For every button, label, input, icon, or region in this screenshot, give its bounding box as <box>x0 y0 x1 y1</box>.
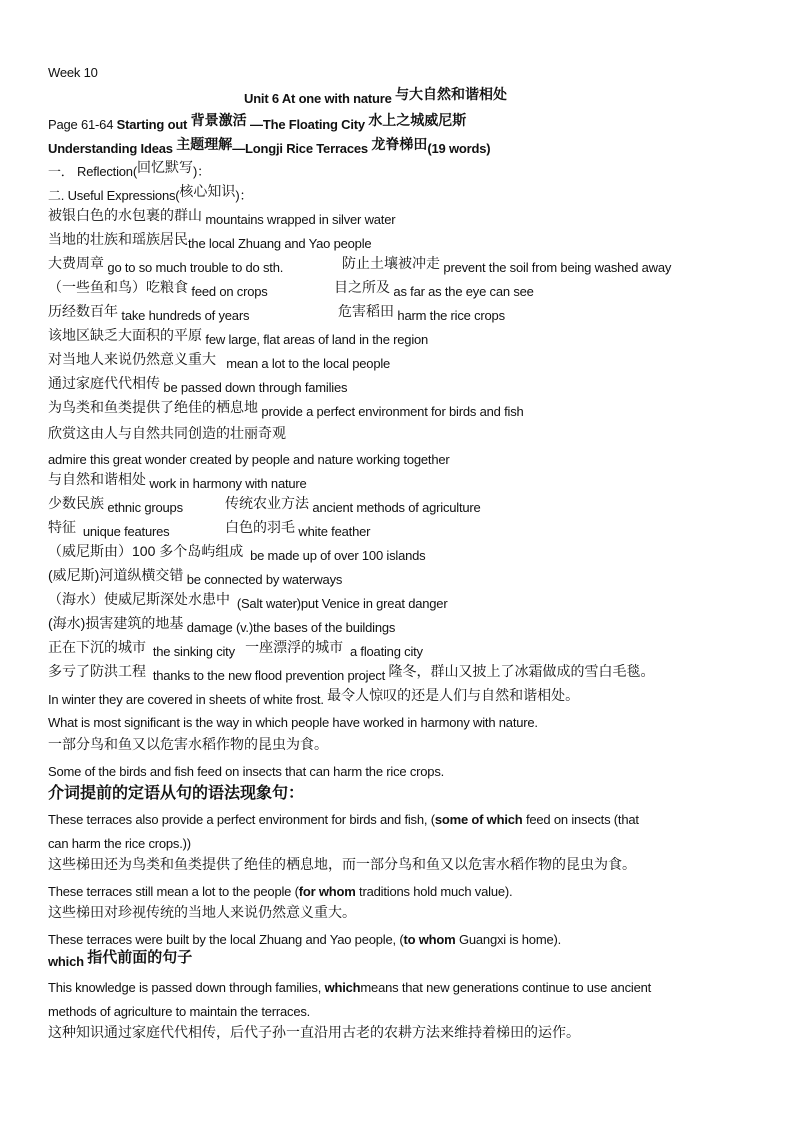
word-count: (19 words) <box>427 141 491 156</box>
expression <box>48 375 348 397</box>
g1-bold: some of which <box>434 812 523 827</box>
expr-en: unique features <box>82 524 170 539</box>
expr-en: harm the rice crops <box>397 308 505 323</box>
grammar-example <box>48 883 512 901</box>
terraces-en: —Longji Rice Terraces <box>232 141 368 156</box>
useful-heading <box>48 183 253 205</box>
expression <box>48 639 423 661</box>
grammar-example-cn: 这些梯田还为鸟类和鱼类提供了绝佳的栖息地，而一部分鸟和鱼又以危害水稻作物的昆虫为食。 <box>48 856 636 872</box>
g1-c: feed on insects (that <box>522 812 639 827</box>
expr-cn: 历经数百年 <box>48 303 118 319</box>
expr-cn: 与自然和谐相处 <box>48 471 146 487</box>
page-line <box>48 112 467 134</box>
expression <box>338 303 505 325</box>
g2-bold: for whom <box>298 884 356 899</box>
g1-a: These terraces also provide a perfect environment for birds and fish, ( <box>48 812 435 827</box>
unit-title <box>244 86 508 108</box>
expr-cn: 正在下沉的城市 <box>48 639 146 655</box>
reflection-a: 一． Reflection( <box>48 164 137 179</box>
page-range: Page 61-64 <box>48 117 114 132</box>
unit-title-cn: 与大自然和谐相处 <box>395 86 508 102</box>
expression <box>48 615 396 637</box>
week-label: Week 10 <box>48 65 98 80</box>
starting-out-cn: 背景激活 <box>190 112 247 128</box>
expression-cn-only: 欣赏这由人与自然共同创造的壮丽奇观 <box>48 425 286 441</box>
grammar-example-cn: 这种知识通过家庭代代相传，后代子孙一直沿用古老的农耕方法来维持着梯田的运作。 <box>48 1024 580 1040</box>
sentence-cn: 最令人惊叹的还是人们与自然和谐相处。 <box>327 687 580 703</box>
which-cn: 指代前面的句子 <box>87 949 193 966</box>
expr-en: ethnic groups <box>107 500 183 515</box>
expr-cn: （一些鱼和鸟）吃粮食 <box>48 279 188 295</box>
g3-bold: to whom <box>403 932 456 947</box>
expr-en: prevent the soil from being washed away <box>443 260 672 275</box>
floating-city-cn: 水上之城威尼斯 <box>368 112 467 128</box>
expr-cn: (威尼斯)河道纵横交错 <box>48 567 184 583</box>
expression <box>48 279 268 301</box>
expr-cn: （海水）使威尼斯深处水患中 <box>48 591 230 607</box>
expression <box>48 303 250 325</box>
expression <box>48 543 426 565</box>
expr-en: damage (v.)the bases of the buildings <box>186 620 396 635</box>
grammar-example <box>48 931 561 949</box>
expression <box>48 351 391 373</box>
expression <box>48 519 170 541</box>
expr-cn: 白色的羽毛 <box>225 519 295 535</box>
terraces-cn: 龙脊梯田 <box>371 136 428 152</box>
ideas-en: Understanding Ideas <box>48 141 173 156</box>
expression <box>225 519 371 541</box>
expr-cn: 对当地人来说仍然意义重大 <box>48 351 216 367</box>
expr-cn: (海水)损害建筑的地基 <box>48 615 184 631</box>
grammar-example-cn: 这些梯田对珍视传统的当地人来说仍然意义重大。 <box>48 904 356 920</box>
grammar-example-cont: methods of agriculture to maintain the terraces. <box>48 1004 311 1019</box>
expr-en: go to so much trouble to do sth. <box>107 260 284 275</box>
expr-cn: 多亏了防洪工程 <box>48 663 146 679</box>
expr-cn: 一座漂浮的城市 <box>245 639 344 655</box>
expr-en: provide a perfect environment for birds and fish <box>261 404 524 419</box>
which-en: which <box>48 954 84 969</box>
expr-en: feed on crops <box>191 284 268 299</box>
expr-en: white feather <box>298 524 371 539</box>
expression <box>48 495 183 517</box>
expr-en: a floating city <box>349 644 423 659</box>
ideas-cn: 主题理解 <box>176 136 233 152</box>
ideas-line <box>48 136 491 158</box>
expression <box>48 399 524 421</box>
expr-cn: 为鸟类和鱼类提供了绝佳的栖息地 <box>48 399 258 415</box>
reflection-b: 回忆默写 <box>136 159 193 175</box>
reflection-heading <box>48 159 210 181</box>
sentence-cn: 一部分鸟和鱼又以危害水稻作物的昆虫为食。 <box>48 736 328 752</box>
expr-en: thanks to the new flood prevention project <box>152 668 386 683</box>
expression-en-only: admire this great wonder created by people and nature working together <box>48 452 450 467</box>
expr-cn: 危害稻田 <box>338 303 394 319</box>
g4-a: This knowledge is passed down through families, <box>48 980 325 995</box>
grammar-example <box>48 979 651 997</box>
expr-en: be connected by waterways <box>186 572 343 587</box>
g2-c: traditions hold much value). <box>355 884 513 899</box>
g3-c: Guangxi is home). <box>455 932 562 947</box>
expression <box>342 255 672 277</box>
useful-a: 二. Useful Expressions( <box>48 188 180 203</box>
expr-cn: 大费周章 <box>48 255 104 271</box>
g4-bold: which <box>324 980 361 995</box>
which-heading <box>48 949 193 971</box>
expr-cn: 少数民族 <box>48 495 104 511</box>
expression <box>48 591 448 613</box>
useful-b: 核心知识 <box>179 183 236 199</box>
expr-en: as far as the eye can see <box>393 284 534 299</box>
expression <box>48 663 655 685</box>
sentence-en: What is most significant is the way in which people have worked in harmony with nature. <box>48 715 538 730</box>
expr-en: few large, flat areas of land in the region <box>205 332 429 347</box>
expr-cn: 该地区缺乏大面积的平原 <box>48 327 202 343</box>
expr-cn: 被银白色的水包裹的群山 <box>48 207 202 223</box>
reflection-c: )： <box>192 164 210 179</box>
expr-cn: 传统农业方法 <box>225 495 309 511</box>
sentence-en: In winter they are covered in sheets of white frost. <box>48 692 324 707</box>
expr-cn: （威尼斯由）100 多个岛屿组成 <box>48 543 244 559</box>
expr-cn: 目之所及 <box>334 279 390 295</box>
floating-city: —The Floating City <box>250 117 365 132</box>
expr-en: the sinking city <box>152 644 235 659</box>
expr-en: mountains wrapped in silver water <box>205 212 396 227</box>
expression <box>48 207 396 229</box>
expression <box>48 567 343 589</box>
unit-title-en: Unit 6 At one with nature <box>244 91 392 106</box>
g3-a: These terraces were built by the local Zhuang and Yao people, ( <box>48 932 404 947</box>
expr-en: mean a lot to the local people <box>226 356 391 371</box>
sentence-en: Some of the birds and fish feed on insects that can harm the rice crops. <box>48 764 445 779</box>
expr-en: be made up of over 100 islands <box>250 548 426 563</box>
sentence-cn: 隆冬，群山又披上了冰霜做成的雪白毛毯。 <box>388 663 655 679</box>
useful-c: )： <box>235 188 253 203</box>
expression <box>48 327 429 349</box>
expr-en: take hundreds of years <box>121 308 250 323</box>
grammar-heading: 介词提前的定语从句的语法现象句： <box>48 785 305 802</box>
expression <box>48 255 284 277</box>
g2-a: These terraces still mean a lot to the people ( <box>48 884 299 899</box>
expr-cn: 通过家庭代代相传 <box>48 375 160 391</box>
expr-cn: 防止土壤被冲走 <box>342 255 440 271</box>
expr-en: (Salt water)put Venice in great danger <box>236 596 448 611</box>
expression <box>48 231 372 253</box>
expr-en: ancient methods of agriculture <box>312 500 481 515</box>
expr-cn: 特征 <box>48 519 76 535</box>
sentence-line <box>48 687 580 709</box>
starting-out: Starting out <box>116 117 188 132</box>
expr-en: the local Zhuang and Yao people <box>188 236 372 251</box>
expr-en: work in harmony with nature <box>149 476 307 491</box>
g4-c: means that new generations continue to use ancient <box>360 980 652 995</box>
expr-cn: 当地的壮族和瑶族居民 <box>48 231 188 247</box>
grammar-example <box>48 811 639 829</box>
expression <box>48 471 307 493</box>
grammar-example-cont: can harm the rice crops.)) <box>48 836 191 851</box>
expression <box>225 495 481 517</box>
expr-en: be passed down through families <box>163 380 348 395</box>
expression <box>334 279 534 301</box>
